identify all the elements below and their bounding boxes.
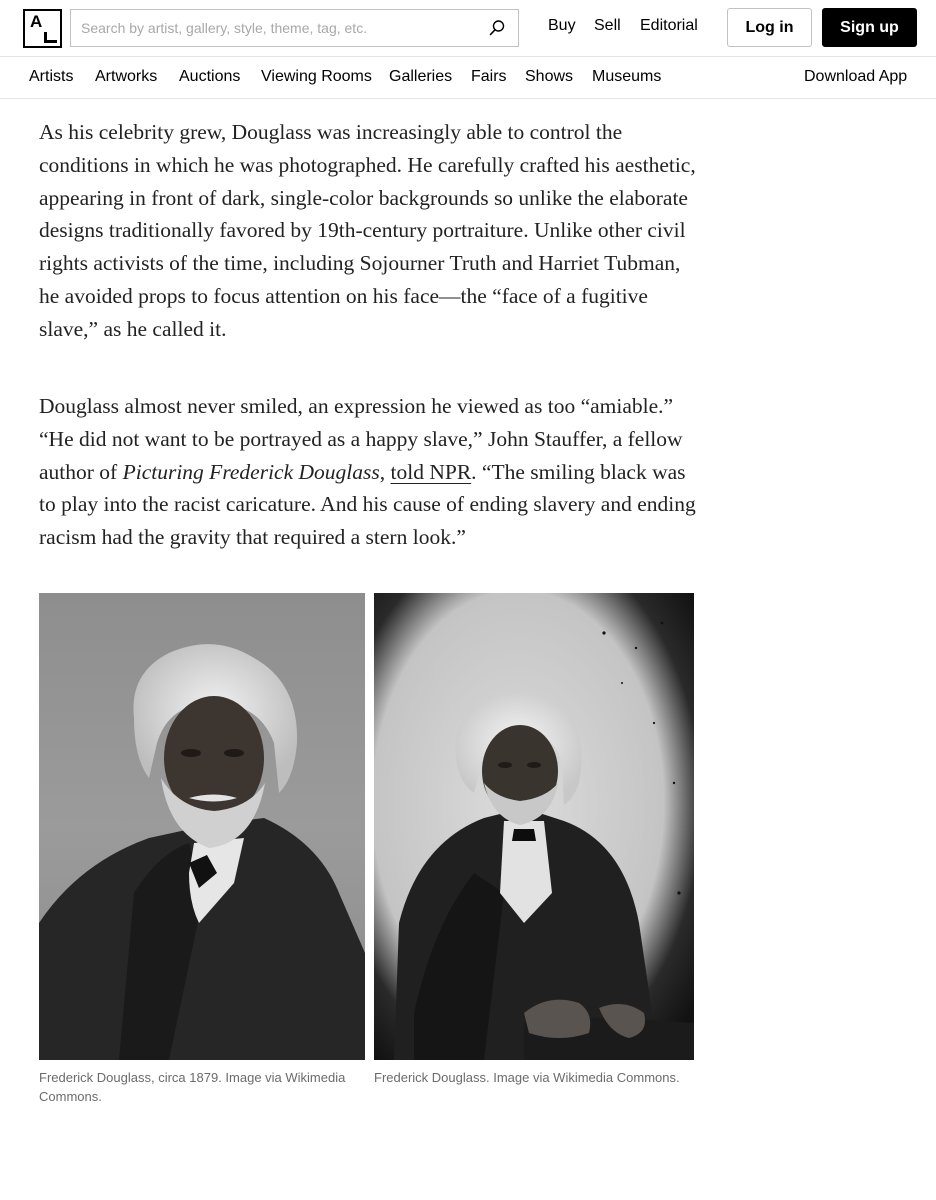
login-button[interactable]: Log in (727, 8, 812, 47)
image-caption: Frederick Douglass, circa 1879. Image via Wikimedia Commons. (39, 1070, 346, 1104)
search-input[interactable] (81, 10, 481, 46)
nav-item-auctions[interactable]: Auctions (179, 68, 241, 85)
article-paragraph (39, 390, 699, 554)
nav-item-galleries[interactable]: Galleries (389, 68, 453, 85)
paragraph-text: . “The smiling black was to play into the racist caricature. And his cause of ending slavery and ending racism had the gravity that required a stern look.” (39, 459, 696, 550)
download-app-link[interactable]: Download App (804, 68, 908, 85)
npr-link[interactable]: told NPR (390, 459, 472, 484)
sell-link[interactable]: Sell (594, 17, 621, 34)
buy-link[interactable]: Buy (548, 17, 576, 34)
nav-item-viewing-rooms[interactable]: Viewing Rooms (261, 68, 372, 85)
nav-item-fairs[interactable]: Fairs (471, 68, 507, 85)
nav-item-artworks[interactable]: Artworks (95, 68, 158, 85)
paragraph-text: Douglass almost never smiled, an expression he viewed as too “amiable.” “He did not want to be portrayed as a happy slave,” John Stauffer, a fellow author of (39, 394, 683, 484)
paragraph-text: , (379, 459, 391, 484)
nav-item-shows[interactable]: Shows (525, 68, 574, 85)
book-title: Picturing Frederick Douglass (122, 459, 380, 484)
top-bar (0, 0, 936, 56)
article-paragraph: As his celebrity grew, Douglass was increasingly able to control the conditions in which he was photographed. He carefully crafted his aesthetic, appearing in front of dark, single-color backgrounds so unlike the elaborate designs traditionally favored by 19th-century portraiture. Unlike other civil rights activists of the time, including Sojourner Truth and Harriet Tubman, he avoided props to focus attention on his face—the “face of a fugitive slave,” as he called it. (39, 120, 696, 341)
search-icon[interactable] (488, 19, 506, 37)
artsy-logo-icon[interactable]: A (23, 9, 62, 48)
editorial-link[interactable]: Editorial (640, 17, 698, 34)
nav-item-museums[interactable]: Museums (592, 68, 662, 85)
image-caption: Frederick Douglass. Image via Wikimedia Commons. (374, 1070, 680, 1085)
signup-button[interactable]: Sign up (822, 8, 917, 47)
douglass-portrait-1879 (39, 593, 365, 1060)
nav-item-artists[interactable]: Artists (29, 68, 74, 85)
douglass-portrait-seated (374, 593, 694, 1060)
main-nav (0, 56, 936, 99)
search-box (70, 9, 519, 47)
